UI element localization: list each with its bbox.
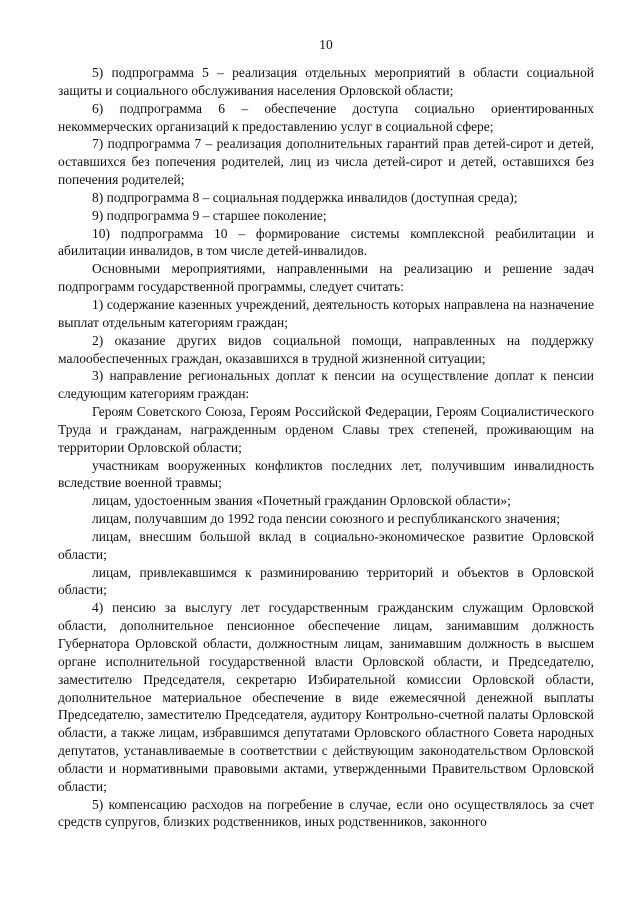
paragraph: лицам, удостоенным звания «Почетный гражданин Орловской области»; (92, 493, 511, 509)
paragraph: Основными мероприятиями, направленными на реализацию и решение задач подпрограмм государственной программы, следует считать: (58, 261, 594, 295)
page-number: 10 (319, 37, 333, 52)
paragraph: 10) подпрограмма 10 – формирование системы комплексной реабилитации и абилитации инвалидов, в том числе детей-инвалидов. (58, 225, 594, 259)
document-body (58, 64, 594, 831)
paragraph: 2) оказание других видов социальной помощи, направленных на поддержку малообеспеченных граждан, оказавшихся в трудной жизненной ситуации; (58, 332, 594, 366)
paragraph: 3) направление региональных доплат к пенсии на осуществление доплат к пенсии следующим категориям граждан: (58, 368, 594, 402)
paragraph: Героям Советского Союза, Героям Российской Федерации, Героям Социалистического Труда и гражданам, награжденным орденом Славы трех степеней, проживающим на территории Орловской области; (58, 404, 594, 455)
paragraph: 1) содержание казенных учреждений, деятельность которых направлена на назначение выплат отдельным категориям граждан; (58, 296, 594, 330)
paragraph: 7) подпрограмма 7 – реализация дополнительных гарантий прав детей-сирот и детей, оставшихся без попечения родителей, лиц из числа детей-сирот и детей, оставшихся без попечения родителей; (58, 136, 594, 188)
paragraph: 6) подпрограмма 6 – обеспечение доступа социально ориентированных некоммерческих организаций к предоставлению услуг в социальной сфере; (58, 100, 594, 134)
paragraph: 4) пенсию за выслугу лет государственным гражданским служащим Орловской области, дополнительное пенсионное обеспечение лицам, занимавшим должность Губернатора Орловской области, должностным лицам, занимавшим должность в высшем органе исполнительной государственной власти Орловской области, и Председателю, заместителю Председателя, секретарю Избирательной комиссии Орловской области, дополнительное материальное обеспечение в виде ежемесячной денежной выплаты Председателю, заместителю Председателя, аудитору Контрольно-счетной палаты Орловской области, а также лицам, избравшимся депутатами Орловского областного Совета народных депутатов, устанавливаемые в соответствии с действующим законодательством Орловской области и нормативными правовыми актами, утвержденными Правительством Орловской области; (58, 600, 594, 794)
paragraph: 5) подпрограмма 5 – реализация отдельных мероприятий в области социальной защиты и социального обслуживания населения Орловской области; (58, 65, 594, 98)
paragraph: участникам вооруженных конфликтов последних лет, получившим инвалидность вследствие военной травмы; (58, 457, 594, 491)
paragraph: лицам, внесшим большой вклад в социально-экономическое развитие Орловской области; (58, 528, 594, 562)
paragraph: 9) подпрограмма 9 – старшее поколение; (92, 207, 327, 223)
paragraph: лицам, получавшим до 1992 года пенсии союзного и республиканского значения; (92, 511, 561, 527)
paragraph: 5) компенсацию расходов на погребение в случае, если оно осуществлялось за счет средств супругов, близких родственников, иных родственников, законного (58, 796, 594, 830)
paragraph: лицам, привлекавшимся к разминированию территорий и объектов в Орловской области; (58, 564, 594, 598)
paragraph: 8) подпрограмма 8 – социальная поддержка инвалидов (доступная среда); (92, 189, 518, 205)
